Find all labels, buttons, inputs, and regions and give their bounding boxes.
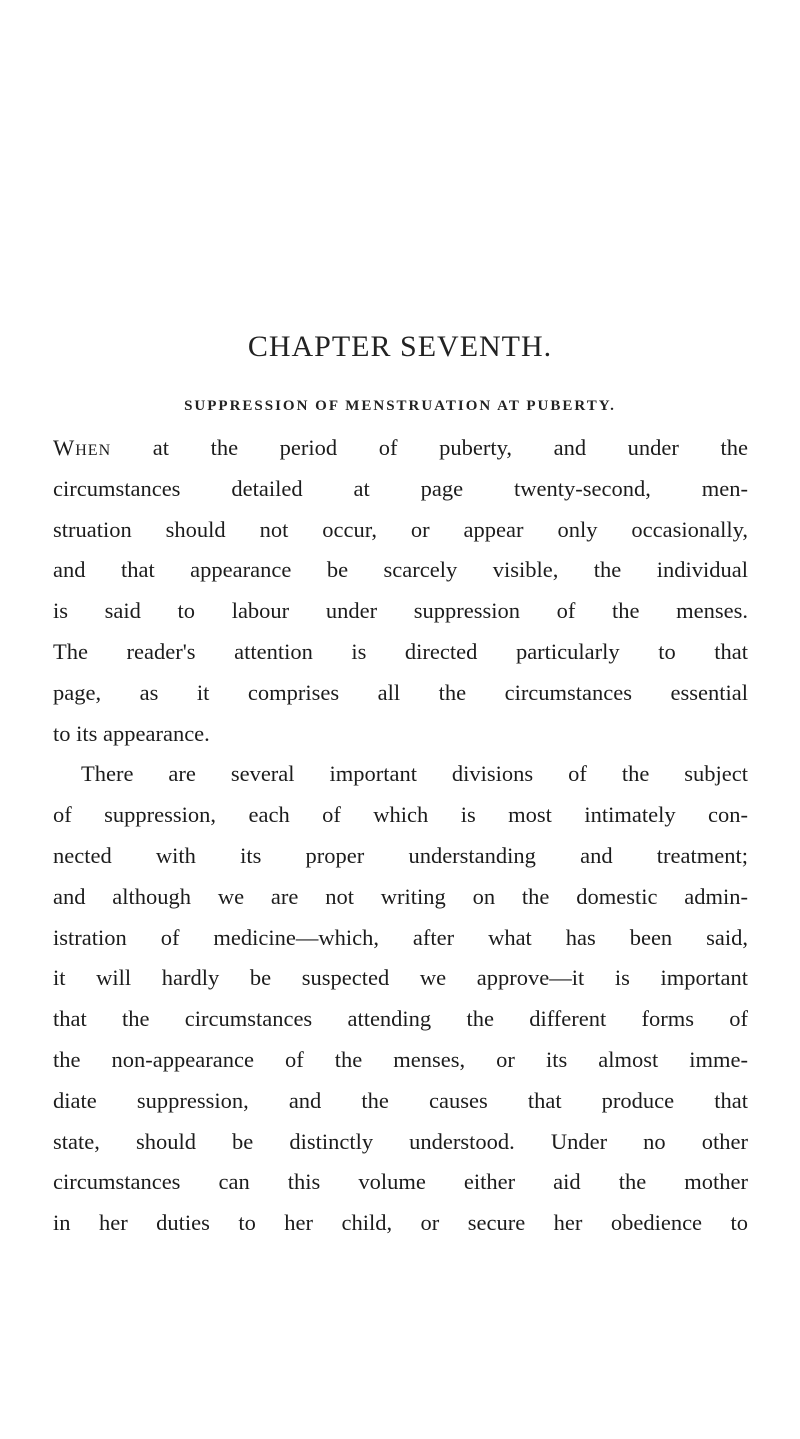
text-line: circumstances can this volume either aid the mother	[53, 1169, 748, 1195]
text-line-1	[53, 428, 748, 469]
text-line: and that appearance be scarcely visible, the individual	[53, 557, 748, 583]
first-word: When	[53, 435, 112, 460]
text-line: of suppression, each of which is most intimately con-	[53, 802, 748, 828]
text-line: circumstances detailed at page twenty-second, men-	[53, 475, 748, 501]
chapter-subtitle: SUPPRESSION OF MENSTRUATION AT PUBERTY.	[184, 398, 616, 414]
text-line: in her duties to her child, or secure her obedience to	[53, 1210, 748, 1236]
text-line-paragraph-start: There are several important divisions of the subject	[81, 761, 748, 787]
text-line-paragraph-end: to its appearance.	[53, 720, 210, 746]
text-line: and although we are not writing on the domestic admin-	[53, 883, 748, 909]
text-line: that the circumstances attending the different forms of	[53, 1006, 748, 1032]
text-line: istration of medicine—which, after what has been said,	[53, 924, 748, 950]
text-line: state, should be distinctly understood. Under no other	[53, 1128, 748, 1154]
text-line: struation should not occur, or appear only occasionally,	[53, 516, 748, 542]
text-line: diate suppression, and the causes that produce that	[53, 1087, 748, 1113]
text-line: is said to labour under suppression of the menses.	[53, 598, 748, 624]
text-line: page, as it comprises all the circumstances essential	[53, 679, 748, 705]
chapter-title: CHAPTER SEVENTH.	[247, 330, 553, 363]
body-text	[53, 428, 748, 1244]
text-line: nected with its proper understanding and treatment;	[53, 842, 748, 868]
text-line: it will hardly be suspected we approve—it is important	[53, 965, 748, 991]
text-line-1-rest: at the period of puberty, and under the	[111, 435, 748, 460]
text-line: the non-appearance of the menses, or its almost imme-	[53, 1046, 748, 1072]
text-line: The reader's attention is directed particularly to that	[53, 638, 748, 664]
